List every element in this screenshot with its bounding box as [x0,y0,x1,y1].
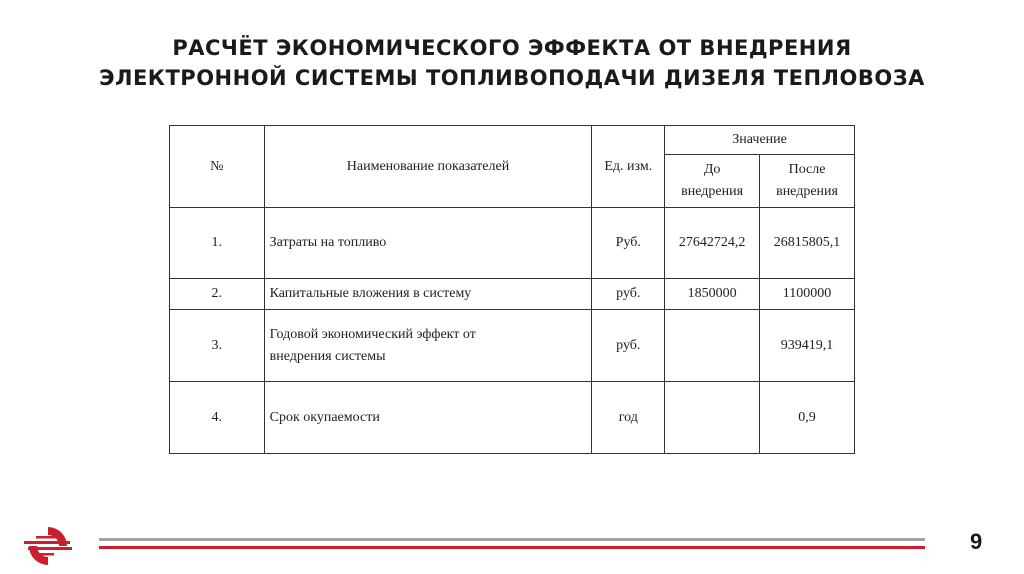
row-name [264,310,592,382]
row-before [665,310,760,382]
row-after: 1100000 [760,279,855,310]
economic-effect-table [169,125,855,454]
header-before [665,155,760,208]
row-unit: руб. [592,279,665,310]
row-before: 1850000 [665,279,760,310]
footer-red-line [99,546,925,549]
row-name: Капитальные вложения в систему [264,279,592,310]
header-before-line-2: внедрения [681,184,744,199]
header-after-line-1: После [788,162,826,177]
row-unit: год [592,382,665,454]
row-before: 27642724,2 [665,208,760,279]
row-name-line-1: Годовой экономический эффект от [269,326,476,342]
row-number: 1. [170,208,265,279]
page-title-line-2: ЭЛЕКТРОННОЙ СИСТЕМЫ ТОПЛИВОПОДАЧИ ДИЗЕЛЯ ТЕПЛОВОЗА [99,66,925,90]
row-after: 26815805,1 [760,208,855,279]
table-header-row [170,126,855,155]
header-unit: Ед. изм. [592,126,665,208]
table-row [170,279,855,310]
railway-logo-icon [22,524,74,568]
row-name: Срок окупаемости [264,382,592,454]
row-before [665,382,760,454]
header-after [760,155,855,208]
row-after: 939419,1 [760,310,855,382]
header-name: Наименование показателей [264,126,592,208]
table-row [170,310,855,382]
row-name: Затраты на топливо [264,208,592,279]
row-after: 0,9 [760,382,855,454]
page-number: 9 [970,529,983,554]
row-name-line-2: внедрения системы [269,348,386,364]
header-before-line-1: До [703,162,721,177]
header-value: Значение [665,126,855,155]
row-number: 2. [170,279,265,310]
header-number: № [170,126,265,208]
footer-gray-line [99,538,925,541]
row-number: 3. [170,310,265,382]
row-unit: руб. [592,310,665,382]
page-title [0,33,1024,93]
header-after-line-2: внедрения [776,184,838,199]
table-row [170,208,855,279]
row-unit: Руб. [592,208,665,279]
page-title-line-1: РАСЧЁТ ЭКОНОМИЧЕСКОГО ЭФФЕКТА ОТ ВНЕДРЕНИЯ [172,36,852,60]
row-number: 4. [170,382,265,454]
table-row [170,382,855,454]
